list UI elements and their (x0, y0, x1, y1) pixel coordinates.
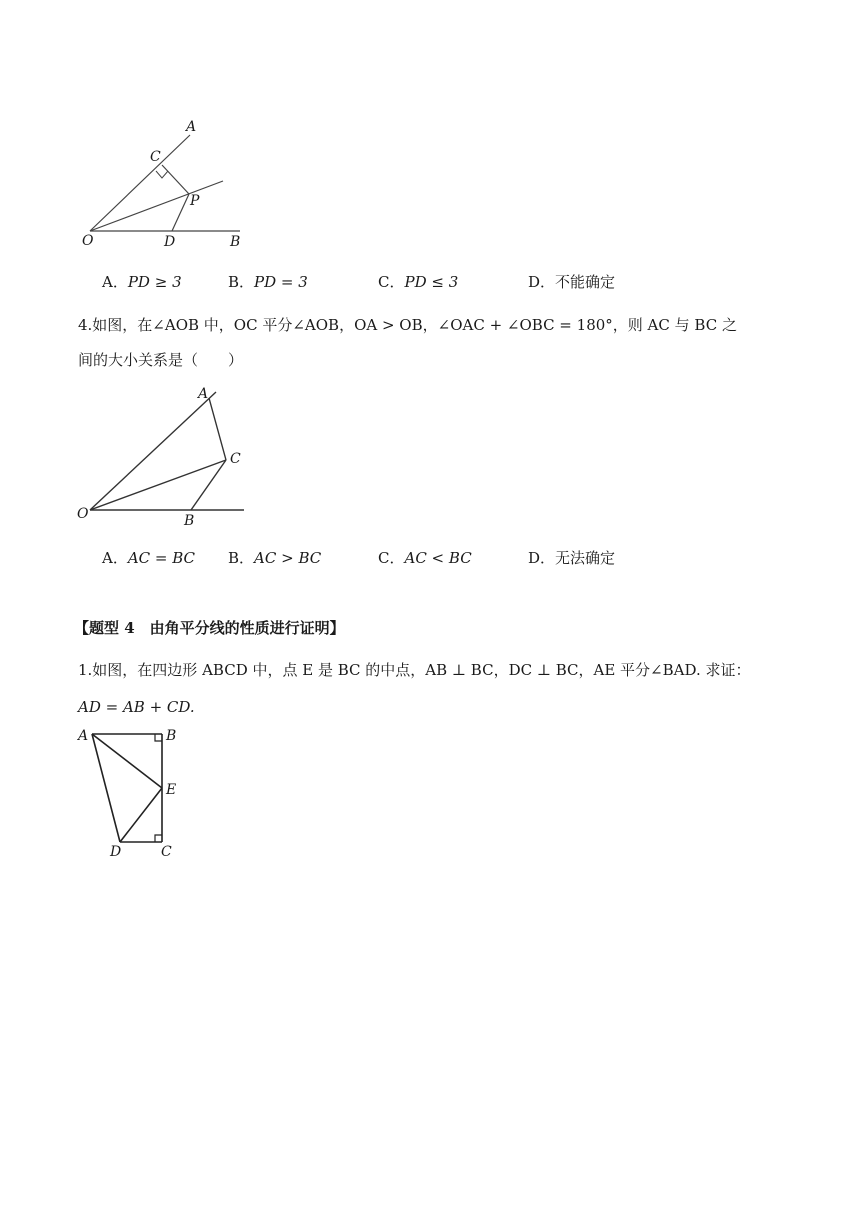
option-letter: C． (378, 273, 405, 291)
segment-oc (90, 460, 226, 510)
option-b[interactable] (228, 272, 308, 292)
right-angle-mark-c (155, 835, 162, 842)
option-expr: PD = 3 (254, 273, 308, 291)
segment-ad (92, 734, 120, 842)
segment-de (120, 788, 162, 842)
section-heading: 【题型 4 由角平分线的性质进行证明】 (74, 619, 345, 637)
segment-ae (92, 734, 162, 788)
option-letter: D． (528, 549, 556, 567)
option-expr: PD ≥ 3 (127, 273, 182, 291)
option-b[interactable] (228, 548, 321, 568)
label-b: B (230, 234, 241, 250)
right-angle-mark (156, 171, 168, 178)
option-letter: D． (528, 273, 556, 291)
label-b: B (184, 513, 195, 529)
ray-oa (90, 135, 190, 231)
label-o: O (77, 506, 89, 522)
figure-aob-bisector (74, 382, 254, 532)
label-o: O (82, 233, 94, 249)
segment-ac (209, 398, 226, 460)
option-a[interactable] (102, 272, 182, 292)
option-letter: C． (378, 549, 405, 567)
option-expr: AC < BC (404, 549, 472, 567)
label-e: E (166, 782, 177, 798)
option-letter: B． (228, 273, 255, 291)
label-a: A (78, 728, 89, 744)
question-4-line2: 间的大小关系是（ ） (78, 351, 244, 369)
option-c[interactable] (378, 272, 458, 292)
label-b: B (166, 728, 177, 744)
right-angle-mark-b (155, 734, 162, 741)
figure-quadrilateral-abcd (72, 724, 192, 862)
ray-oa (90, 392, 216, 510)
problem-1-line1: 1.如图，在四边形 ABCD 中，点 E 是 BC 的中点，AB ⊥ BC，DC ⊥ BC，AE 平分∠BAD. 求证： (78, 661, 751, 679)
label-c: C (161, 844, 172, 860)
option-a[interactable] (102, 548, 195, 568)
question-4-line1: 4.如图，在∠AOB 中，OC 平分∠AOB，OA > OB，∠OAC + ∠OBC = 180°，则 AC 与 BC 之 (78, 316, 737, 334)
option-expr: AC > BC (254, 549, 322, 567)
problem-1-line2: AD = AB + CD. (78, 698, 195, 716)
option-letter: A． (102, 273, 128, 291)
label-c: C (150, 149, 161, 165)
option-d[interactable] (528, 548, 615, 568)
label-c: C (230, 451, 241, 467)
figure-angle-bisector-perpendicular (78, 115, 258, 255)
segment-bc (191, 460, 226, 510)
segment-cp (162, 165, 189, 194)
label-p: P (190, 193, 200, 209)
option-expr: PD ≤ 3 (404, 273, 459, 291)
option-expr: 不能确定 (555, 273, 616, 291)
option-expr: 无法确定 (555, 549, 616, 567)
label-a: A (186, 119, 197, 135)
label-d: D (110, 844, 122, 860)
option-c[interactable] (378, 548, 472, 568)
bisector-op (90, 181, 223, 231)
option-expr: AC = BC (127, 549, 196, 567)
option-d[interactable] (528, 272, 615, 292)
label-d: D (164, 234, 176, 250)
option-letter: A． (102, 549, 128, 567)
option-letter: B． (228, 549, 255, 567)
label-a: A (198, 386, 209, 402)
